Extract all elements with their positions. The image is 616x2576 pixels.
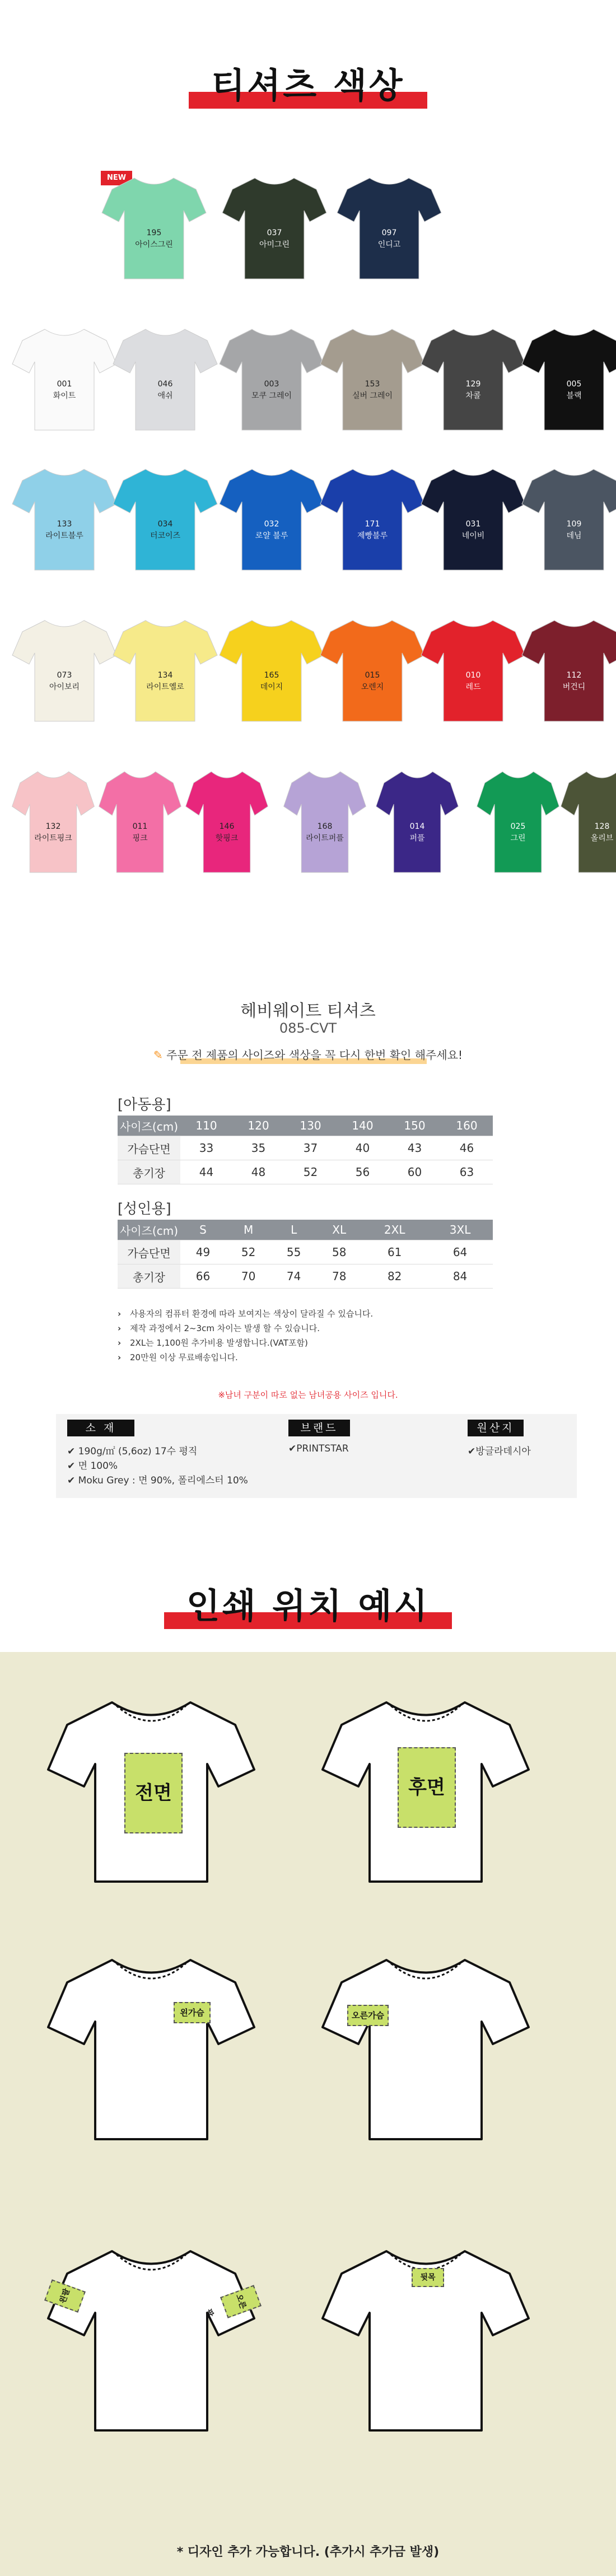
color-code: 032: [264, 520, 279, 529]
tshirt-icon: [11, 610, 118, 722]
color-code: 001: [57, 380, 72, 389]
table-row: [118, 1264, 493, 1289]
print-example-shirt: [319, 1943, 532, 2145]
print-example-shirt: [319, 2234, 532, 2436]
print-area-left-chest: 왼가슴: [174, 2002, 211, 2023]
color-code: 015: [365, 671, 380, 680]
table-cell: 60: [389, 1160, 441, 1184]
tshirt-icon: [218, 319, 325, 431]
color-code: 014: [409, 822, 425, 831]
color-code: 010: [465, 671, 481, 680]
color-code: 031: [465, 520, 481, 529]
table-cell: 총기장: [118, 1160, 180, 1184]
tshirt-icon: [319, 319, 426, 431]
color-swatch-shirt: [336, 168, 442, 280]
check-icon: ✔: [67, 1475, 76, 1486]
tshirt-icon: [112, 459, 218, 571]
origin-label: 원산지: [468, 1420, 524, 1436]
table-cell: 110: [180, 1116, 232, 1136]
tshirt-outline-icon: [319, 2234, 532, 2436]
color-swatch-shirt: [319, 319, 426, 431]
kids-table-title: [아동용]: [118, 1096, 171, 1113]
tshirt-icon: [98, 762, 182, 874]
color-code: 034: [157, 520, 173, 529]
table-cell: S: [180, 1220, 226, 1240]
color-swatch-shirt: [521, 319, 616, 431]
tshirt-icon: [112, 610, 218, 722]
print-area-right-chest: 오른가슴: [347, 2005, 389, 2026]
table-cell: 37: [284, 1136, 337, 1160]
adult-table-title: [성인용]: [118, 1201, 171, 1217]
material-text: Moku Grey : 면 90%, 폴리에스터 10%: [78, 1475, 248, 1486]
check-icon: ✔: [288, 1443, 297, 1454]
table-cell: 74: [271, 1264, 316, 1289]
color-name: 올리브: [590, 834, 614, 843]
color-code: 037: [267, 228, 282, 237]
color-swatch-shirt: [11, 762, 95, 874]
tshirt-icon: [420, 610, 526, 722]
table-cell: 82: [362, 1264, 427, 1289]
material-label: 소 재: [67, 1420, 134, 1436]
tshirt-icon: [560, 762, 616, 874]
color-code: 134: [157, 671, 173, 680]
print-section-title-text: 인쇄 위치 예시: [186, 1585, 430, 1626]
print-example-shirt: [45, 1943, 258, 2145]
unisex-note: ※남녀 구분이 따로 없는 남녀공용 사이즈 입니다.: [218, 1390, 398, 1400]
table-cell: 130: [284, 1116, 337, 1136]
color-name: 라이트블루: [45, 531, 83, 540]
table-cell: 52: [284, 1160, 337, 1184]
tshirt-outline-icon: [45, 1943, 258, 2145]
color-code: 005: [566, 380, 582, 389]
print-area-left-sleeve: 왼팔: [44, 2279, 86, 2312]
color-code: 171: [365, 520, 380, 529]
color-swatch-shirt: [319, 610, 426, 722]
table-cell: 3XL: [427, 1220, 493, 1240]
chevron-right-icon: ›: [118, 1309, 122, 1319]
color-name: 로얄 블루: [255, 531, 288, 540]
color-swatch-shirt: [218, 319, 325, 431]
origin-text: 방글라데시아: [475, 1446, 531, 1457]
color-code: 129: [465, 380, 481, 389]
tshirt-icon: [521, 319, 616, 431]
color-name: 아이스그린: [135, 240, 173, 249]
color-code: 025: [510, 822, 526, 831]
table-cell: 120: [232, 1116, 284, 1136]
check-icon: ✔: [67, 1460, 76, 1472]
table-cell: 43: [389, 1136, 441, 1160]
print-area-back: 후면: [398, 1747, 456, 1828]
color-code: 109: [566, 520, 582, 529]
color-name: 핫핑크: [215, 834, 239, 843]
tshirt-outline-icon: [319, 1943, 532, 2145]
print-area-right-sleeve: 오른팔: [220, 2285, 262, 2318]
color-swatch-shirt: [521, 459, 616, 571]
table-cell: 2XL: [362, 1220, 427, 1240]
color-name: 오렌지: [361, 683, 384, 692]
tshirt-icon: [185, 762, 269, 874]
color-name: 라이트퍼플: [306, 834, 344, 843]
pencil-icon: ✎: [153, 1048, 163, 1062]
table-cell: 사이즈(cm): [118, 1220, 180, 1240]
color-swatch-shirt: [319, 459, 426, 571]
material-text: 190g/㎡ (5,6oz) 17수 평직: [78, 1446, 198, 1457]
tshirt-outline-icon: [45, 2234, 258, 2436]
list-item: [118, 1322, 510, 1337]
note-text: 20만원 이상 무료배송입니다.: [130, 1352, 238, 1362]
color-swatch-shirt: [98, 762, 182, 874]
list-item: [118, 1308, 510, 1322]
color-name: 그린: [510, 834, 526, 843]
material-text: 면 100%: [78, 1460, 118, 1472]
kids-size-table: [118, 1116, 493, 1184]
note-text: 2XL는 1,100원 추가비용 발생합니다.(VAT포함): [130, 1338, 308, 1348]
table-cell: 33: [180, 1136, 232, 1160]
color-name: 라이트옐로: [146, 683, 184, 692]
material-item: [67, 1472, 248, 1486]
tshirt-icon: [420, 319, 526, 431]
color-swatch-shirt: [560, 762, 616, 874]
brand-value: [288, 1443, 349, 1454]
note-text: 제작 과정에서 2~3cm 차이는 발생 할 수 있습니다.: [130, 1323, 320, 1333]
color-swatch-shirt: [420, 319, 526, 431]
product-code: 085-CVT: [279, 1020, 337, 1036]
table-cell: 44: [180, 1160, 232, 1184]
color-code: 046: [157, 380, 173, 389]
color-code: 112: [566, 671, 582, 680]
color-code: 146: [219, 822, 235, 831]
note-text: 사용자의 컴퓨터 환경에 따라 보여지는 색상이 달라질 수 있습니다.: [130, 1309, 374, 1319]
check-icon: ✔: [468, 1446, 476, 1457]
table-cell: 총기장: [118, 1264, 180, 1289]
product-name: 헤비웨이트 티셔츠: [240, 1001, 376, 1021]
brand-text: PRINTSTAR: [296, 1443, 349, 1454]
color-code: 011: [132, 822, 148, 831]
color-name: 버건디: [562, 683, 586, 692]
tshirt-icon: [11, 459, 118, 571]
print-example-shirt: [45, 1686, 258, 1887]
color-swatch-shirt: [11, 610, 118, 722]
color-section-title-wrap: [0, 53, 616, 112]
table-cell: 61: [362, 1240, 427, 1264]
color-name: 인디고: [377, 240, 401, 249]
order-notice-text: 주문 전 제품의 사이즈와 색상을 꼭 다시 한번 확인 해주세요!: [166, 1048, 463, 1062]
table-cell: 40: [337, 1136, 389, 1160]
table-cell: 35: [232, 1136, 284, 1160]
tshirt-icon: [11, 319, 118, 431]
table-cell: 52: [226, 1240, 271, 1264]
table-cell: 48: [232, 1160, 284, 1184]
color-swatch-shirt: [221, 168, 328, 280]
table-cell: 66: [180, 1264, 226, 1289]
color-code: 097: [381, 228, 397, 237]
color-section-title-text: 티셔츠 색상: [211, 65, 405, 106]
table-cell: 64: [427, 1240, 493, 1264]
tshirt-icon: [11, 762, 95, 874]
print-section-title: [164, 1574, 452, 1632]
table-row: [118, 1160, 493, 1184]
material-item: [67, 1458, 118, 1472]
color-name: 화이트: [53, 391, 76, 400]
tshirt-icon: [420, 459, 526, 571]
color-name: 핑크: [132, 834, 148, 843]
table-cell: 가슴단면: [118, 1136, 180, 1160]
tshirt-icon: [221, 168, 328, 280]
order-notice: [0, 1046, 616, 1062]
check-icon: ✔: [67, 1446, 76, 1457]
tshirt-icon: [521, 610, 616, 722]
table-header-row: [118, 1116, 493, 1136]
color-swatch-shirt: [420, 459, 526, 571]
table-cell: 160: [441, 1116, 493, 1136]
table-cell: 140: [337, 1116, 389, 1136]
tshirt-icon: [319, 610, 426, 722]
print-example-shirt: [319, 1686, 532, 1887]
table-cell: 84: [427, 1264, 493, 1289]
chevron-right-icon: ›: [118, 1352, 122, 1362]
table-cell: 49: [180, 1240, 226, 1264]
tshirt-icon: [521, 459, 616, 571]
color-name: 블랙: [566, 391, 582, 400]
notes-list: [118, 1308, 510, 1366]
color-code: 073: [57, 671, 72, 680]
chevron-right-icon: ›: [118, 1323, 122, 1333]
print-section-title-wrap: [0, 1574, 616, 1632]
color-code: 153: [365, 380, 380, 389]
color-name: 라이트핑크: [34, 834, 72, 843]
table-header-row: [118, 1220, 493, 1240]
print-example-shirt: [45, 2234, 258, 2436]
table-row: [118, 1240, 493, 1264]
table-row: [118, 1136, 493, 1160]
table-cell: 46: [441, 1136, 493, 1160]
color-name: 애쉬: [157, 391, 173, 400]
table-cell: 55: [271, 1240, 316, 1264]
color-name: 실버 그레이: [352, 391, 393, 400]
tshirt-icon: [375, 762, 459, 874]
table-cell: M: [226, 1220, 271, 1240]
color-code: 195: [146, 228, 162, 237]
color-swatch-shirt: [185, 762, 269, 874]
color-name: 아미그린: [259, 240, 290, 249]
adult-size-table: [118, 1220, 493, 1289]
color-name: 아이보리: [49, 683, 80, 692]
color-swatch-shirt: [521, 610, 616, 722]
tshirt-icon: [319, 459, 426, 571]
color-name: 터코이즈: [150, 531, 181, 540]
color-swatch-shirt: [218, 610, 325, 722]
color-name: 레드: [465, 683, 481, 692]
spec-box: [56, 1414, 577, 1498]
color-swatch-shirt: [112, 610, 218, 722]
print-area-front: 전면: [124, 1753, 183, 1833]
origin-value: [468, 1443, 531, 1457]
table-cell: XL: [316, 1220, 362, 1240]
color-name: 모쿠 그레이: [251, 391, 292, 400]
color-swatch-shirt: [283, 762, 367, 874]
table-cell: L: [271, 1220, 316, 1240]
chevron-right-icon: ›: [118, 1338, 122, 1348]
color-swatch-shirt: [218, 459, 325, 571]
color-swatch-shirt: [112, 319, 218, 431]
color-code: 003: [264, 380, 279, 389]
tshirt-icon: [112, 319, 218, 431]
color-code: 165: [264, 671, 279, 680]
table-cell: 78: [316, 1264, 362, 1289]
table-cell: 56: [337, 1160, 389, 1184]
color-name: 데이지: [260, 683, 283, 692]
table-cell: 사이즈(cm): [118, 1116, 180, 1136]
tshirt-icon: [218, 459, 325, 571]
brand-label: 브랜드: [288, 1420, 350, 1436]
table-cell: 63: [441, 1160, 493, 1184]
color-name: 네이비: [461, 531, 485, 540]
table-cell: 가슴단면: [118, 1240, 180, 1264]
color-swatch-shirt: [11, 459, 118, 571]
table-cell: 70: [226, 1264, 271, 1289]
color-name: 데님: [566, 531, 582, 540]
material-item: [67, 1443, 197, 1457]
color-swatch-shirt: [112, 459, 218, 571]
color-code: 128: [594, 822, 610, 831]
color-name: 차콜: [465, 391, 481, 400]
print-area-neck-back: 뒷목: [412, 2268, 444, 2287]
color-swatch-shirt: [101, 168, 207, 280]
new-badge: NEW: [101, 171, 132, 185]
table-cell: 58: [316, 1240, 362, 1264]
tshirt-icon: [218, 610, 325, 722]
tshirt-icon: [101, 168, 207, 280]
tshirt-icon: [476, 762, 560, 874]
color-code: 132: [45, 822, 61, 831]
color-code: 168: [317, 822, 333, 831]
color-section-title: [189, 53, 427, 112]
color-swatch-shirt: [11, 319, 118, 431]
tshirt-icon: [336, 168, 442, 280]
color-name: 제빵블루: [357, 531, 388, 540]
color-swatch-shirt: [375, 762, 459, 874]
list-item: [118, 1351, 510, 1366]
design-add-note: * 디자인 추가 가능합니다. (추가시 추가금 발생): [176, 2545, 440, 2559]
color-swatch-shirt: [420, 610, 526, 722]
table-cell: 150: [389, 1116, 441, 1136]
color-swatch-shirt: [476, 762, 560, 874]
color-name: 퍼플: [409, 834, 425, 843]
color-code: 133: [57, 520, 72, 529]
list-item: [118, 1337, 510, 1351]
tshirt-icon: [283, 762, 367, 874]
